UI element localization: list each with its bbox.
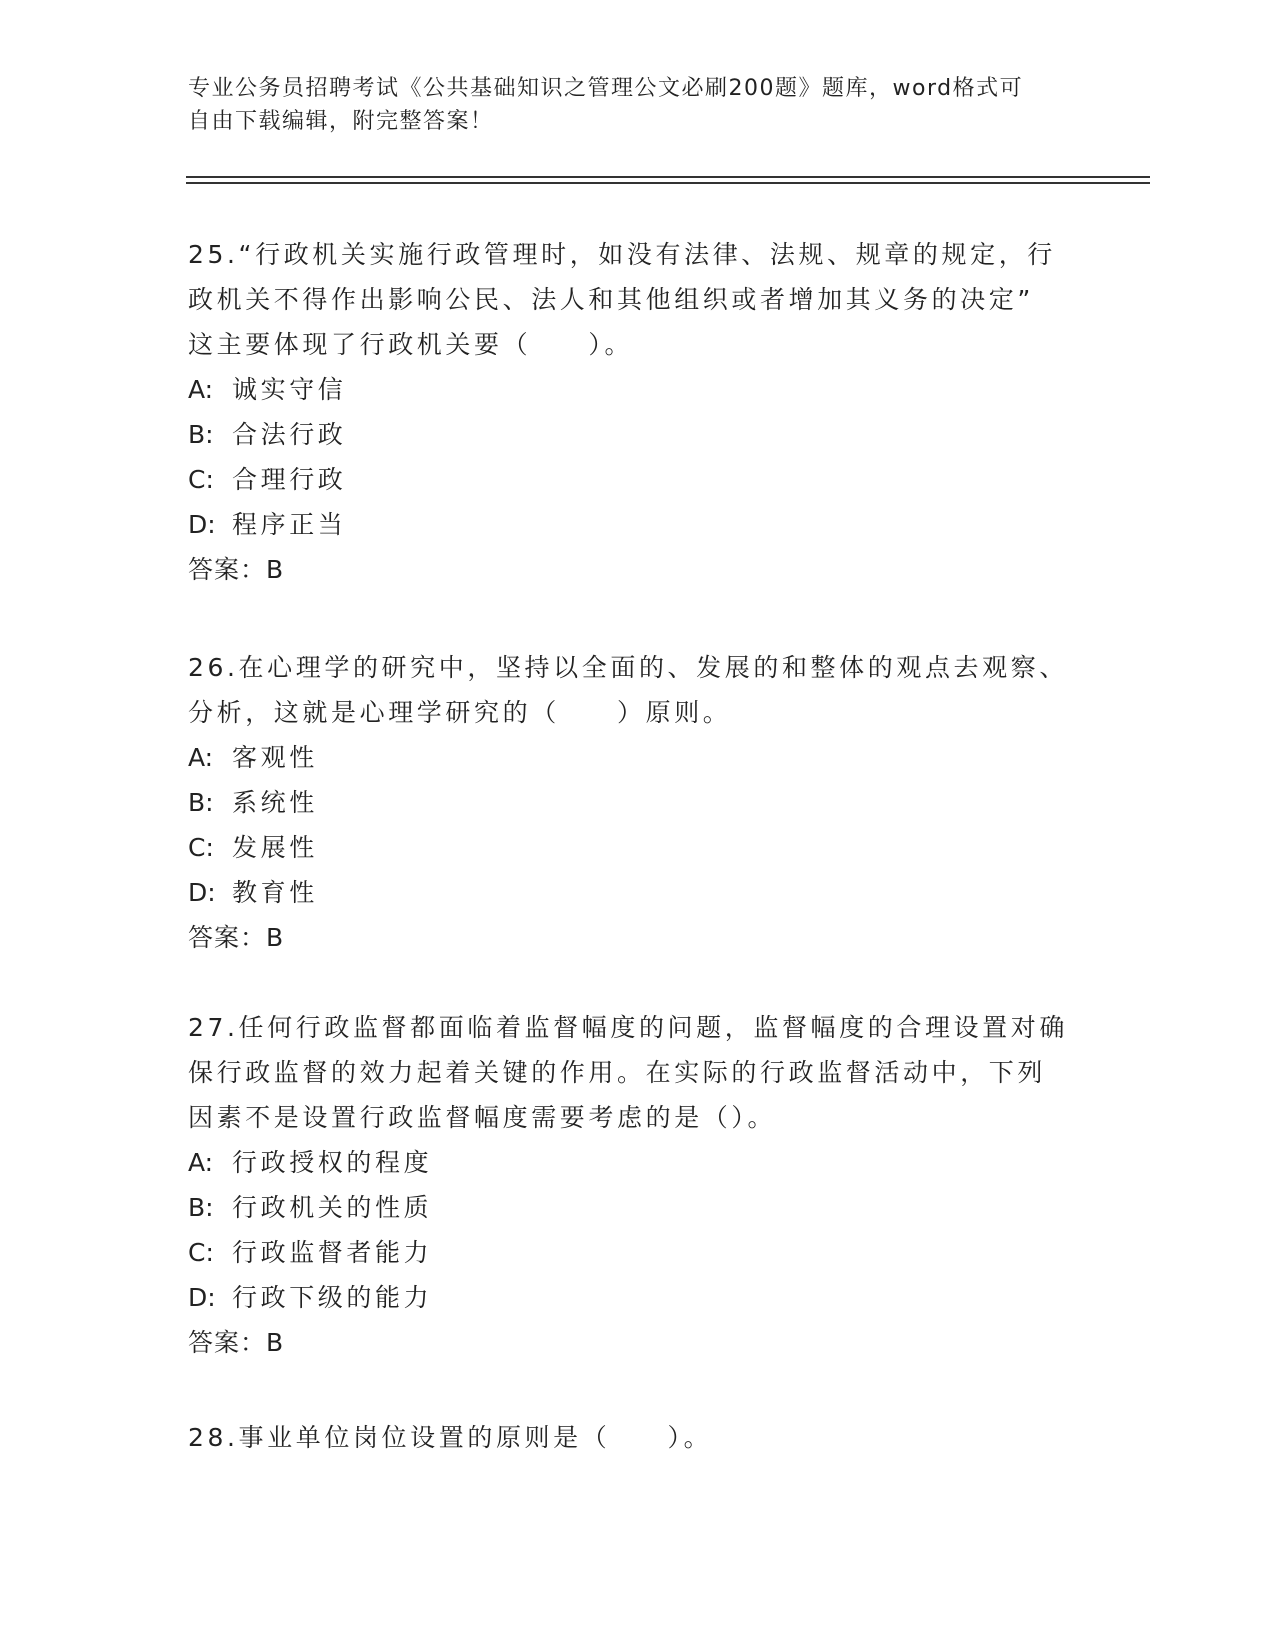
question-text-line: 因素不是设置行政监督幅度需要考虑的是（）。 — [188, 1103, 777, 1132]
option-letter: A: — [188, 375, 214, 404]
answer — [188, 547, 1088, 592]
question-text-line: 分析，这就是心理学研究的（ ）原则。 — [188, 698, 732, 727]
option-b — [188, 1185, 1088, 1230]
header-line: 专业公务员招聘考试《公共基础知识之管理公文必刷200题》题库，word格式可 — [188, 76, 1024, 101]
option-text: 程序正当 — [232, 510, 347, 539]
option-letter: B: — [188, 788, 214, 817]
question-27 — [188, 1005, 1088, 1365]
question-text-line: 这主要体现了行政机关要（ ）。 — [188, 330, 634, 359]
document-header — [188, 72, 1068, 138]
option-letter: C: — [188, 465, 214, 494]
header-line: 自由下载编辑，附完整答案！ — [188, 109, 494, 134]
option-a — [188, 367, 1088, 412]
option-letter: D: — [188, 1283, 216, 1312]
option-d — [188, 502, 1088, 547]
question-25 — [188, 232, 1088, 592]
question-text-line: 28.事业单位岗位设置的原则是（ ）。 — [188, 1423, 713, 1452]
option-text: 行政监督者能力 — [232, 1238, 433, 1267]
question-28 — [188, 1415, 1088, 1460]
question-26 — [188, 645, 1088, 960]
option-c — [188, 457, 1088, 502]
option-b — [188, 780, 1088, 825]
option-text: 教育性 — [232, 878, 318, 907]
question-text-line: 政机关不得作出影响公民、法人和其他组织或者增加其义务的决定” — [188, 285, 1034, 314]
option-b — [188, 412, 1088, 457]
option-a — [188, 735, 1088, 780]
option-text: 合理行政 — [232, 465, 347, 494]
question-text-line: 26.在心理学的研究中，坚持以全面的、发展的和整体的观点去观察、 — [188, 653, 1068, 682]
option-c — [188, 825, 1088, 870]
option-d — [188, 1275, 1088, 1320]
option-text: 合法行政 — [232, 420, 347, 449]
option-letter: D: — [188, 878, 216, 907]
header-divider-bottom — [186, 182, 1150, 184]
option-text: 行政机关的性质 — [232, 1193, 433, 1222]
option-letter: A: — [188, 1148, 214, 1177]
option-text: 行政下级的能力 — [232, 1283, 433, 1312]
option-text: 系统性 — [232, 788, 318, 817]
option-a — [188, 1140, 1088, 1185]
question-text-line: 保行政监督的效力起着关键的作用。在实际的行政监督活动中，下列 — [188, 1058, 1047, 1087]
header-divider-top — [186, 176, 1150, 178]
question-text-line: 27.任何行政监督都面临着监督幅度的问题，监督幅度的合理设置对确 — [188, 1013, 1068, 1042]
option-c — [188, 1230, 1088, 1275]
answer-label: 答案： — [188, 555, 267, 584]
option-letter: B: — [188, 420, 214, 449]
answer-value: B — [266, 555, 284, 584]
option-letter: D: — [188, 510, 216, 539]
answer-value: B — [266, 923, 284, 952]
answer-value: B — [266, 1328, 284, 1357]
option-letter: B: — [188, 1193, 214, 1222]
option-d — [188, 870, 1088, 915]
answer — [188, 915, 1088, 960]
answer-label: 答案： — [188, 923, 267, 952]
option-letter: C: — [188, 833, 214, 862]
option-text: 行政授权的程度 — [232, 1148, 433, 1177]
option-text: 诚实守信 — [232, 375, 347, 404]
answer — [188, 1320, 1088, 1365]
question-text-line: 25.“行政机关实施行政管理时，如没有法律、法规、规章的规定，行 — [188, 240, 1056, 269]
option-letter: A: — [188, 743, 214, 772]
option-letter: C: — [188, 1238, 214, 1267]
option-text: 客观性 — [232, 743, 318, 772]
option-text: 发展性 — [232, 833, 318, 862]
answer-label: 答案： — [188, 1328, 267, 1357]
